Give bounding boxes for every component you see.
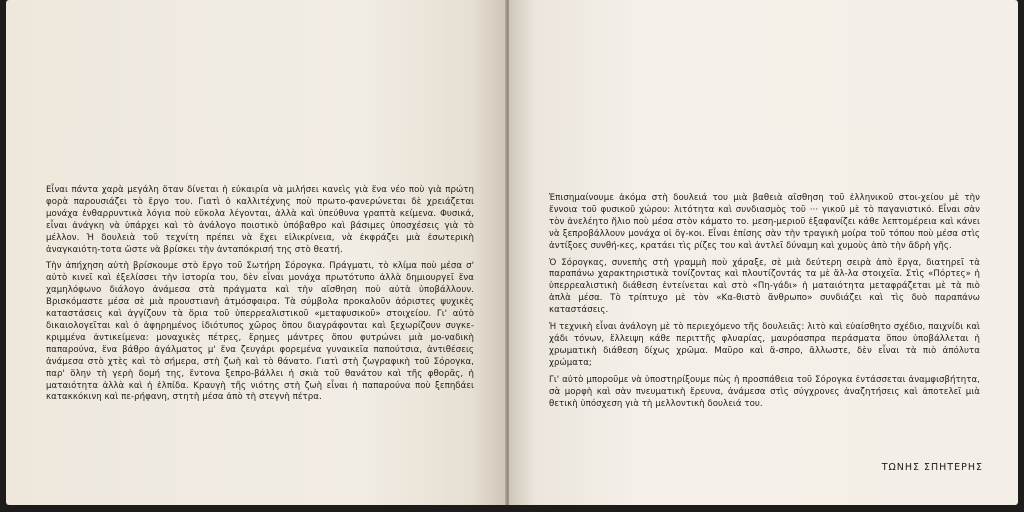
right-paragraph-2: Ὁ Σόρογκας, συνεπὴς στὴ γραμμὴ ποὺ χάραξε, σὲ μιὰ δεύτερη σειρὰ ἀπὸ ἔργα, διατηρεῖ τὰ παραπάνω χαρακτηριστικὰ τονίζοντας καὶ πλουτίζοντάς τα μὲ ἄλ-λα στοιχεῖα. Στὶς «Πόρτες» ἡ ὑπερρεαλιστικὴ διάθεση ἐντείνεται καὶ στὸ «Πη-γάδι» ἡ ματαιότητα μεταφράζεται μὲ τὰ πιὸ ἁπλὰ μέσα. Τὸ τρίπτυχο μὲ τὸν «Κα-θιστὸ ἄνθρωπο» συνδιάζει καὶ τὶς δυὸ παραπάνω καταστάσεις.: [549, 257, 980, 316]
left-paragraph-1: Εἶναι πάντα χαρὰ μεγάλη ὅταν δίνεται ἡ εὐκαιρία νὰ μιλήσει κανεὶς γιὰ ἕνα νέο ποὺ γιὰ πρώτη φορὰ παρουσιάζει τὸ ἔργο του. Γιατὶ ὁ καλλιτέχνης ποὺ πρωτο-φανερώνεται δὲ χρειάζεται μονάχα ἐνθαρρυντικὰ λόγια ποὺ εὔκολα λέγονται, ἀλλὰ καὶ ὑπεύθυνα γραπτὰ κείμενα. Φυσικά, εἶναι ἀνάγκη νὰ ὑπάρχει καὶ τὸ ἀνάλογο ποιοτικὸ ὑπόβαθρο καὶ βάσιμες ὑποσχέσεις γιὰ τὸ μέλλον. Ἡ δουλειὰ τοῦ τεχνίτη πρέπει νὰ ἔχει εἰλικρίνεια, νὰ ἐκφράζει μιὰ ἐσωτερικὴ ἀναγκαιότη-τοτα ὥστε νὰ βρίσκει τὴν ἀνταπόκρισή της στὸ θεατή.: [46, 185, 474, 255]
right-paragraph-4: Γι' αὐτὸ μποροῦμε νὰ ὑποστηρίξουμε πὼς ἡ προσπάθεια τοῦ Σόρογκα ἐντάσσεται ἀναμφισβήτητα, σὰ μορφὴ καὶ σὰν πνευματικὴ ἔρευνα, ἀνάμεσα στὶς σύγχρονες ἀναζητήσεις καὶ ἀποτελεῖ μιὰ θετικὴ ὑπόσχεση γιὰ τὴ μελλοντικὴ δουλειά του.: [549, 374, 980, 409]
right-page-text: [549, 193, 980, 415]
right-paragraph-1: Ἐπισημαίνουμε ἀκόμα στὴ δουλειά του μιὰ βαθειὰ αἴσθηση τοῦ ἑλληνικοῦ στοι-χείου μὲ τὴν ἔννοια τοῦ φυσικοῦ χώρου: λιτότητα καὶ συνδιασμὸς τοῦ ··· γικοῦ μὲ τὸ παγανιστικό. Εἶναι σὰν τὸν ἀνελέητο ἥλιο ποὺ μέσα στὸν κάματο το. μεση-μεριοῦ ἐξαφανίζει κάθε λεπτομέρεια καὶ κάνει νὰ ξεπροβάλλουν μονάχα οἱ ὄγ-κοι. Εἶναι ἐπίσης σὰν τὴν τραγικὴ μοίρα τοῦ τόπου ποὺ μέσα στὶς ἀντίξοες συνθή-κες, κρατάει τὶς ρίζες του καὶ ἀντλεῖ δύναμη καὶ χυμοὺς ἀπὸ τὴν ἄδρὴ γῆς.: [549, 193, 980, 251]
left-page-text: [46, 185, 474, 409]
left-paragraph-2: Τὴν ἀπήχηση αὐτὴ βρίσκουμε στὸ ἔργο τοῦ Σωτήρη Σόρογκα. Πράγματι, τὸ κλίμα ποὺ μέσα σ' αὐτὸ κινεῖ καὶ ἐξελίσσει τὴν ἱστορία του, δὲν εἶναι μονάχα πρωτότυπο ἀλλὰ δημιουργεῖ ἕνα χαμηλόφωνο διάλογο ἀνάμεσα στὰ πράγματα καὶ τὴν αἴσθηση ποὺ αὐτὰ ὑποβάλλουν. Βρισκόμαστε μέσα σὲ μιὰ προυστιανὴ ἀτμόσφαιρα. Τὰ σύμβολα προκαλοῦν ἀόριστες ψυχικὲς καταστάσεις καὶ ἀγγίζουν τὰ ὅρια τοῦ ὑπερρεαλιστικοῦ «μεταφυσικοῦ» στοιχείου. Γι' αὐτὸ δικαιολογεῖται καὶ ὁ ἀφηρημένος ἰδιότυπος χῶρος ὅπου διαγράφονται καὶ ξεχωρίζουν συγκε-κριμμένα ἀντικείμενα: μοναχικὲς πέτρες, ἔρημες μάντρες ὅπου φυτρώνει μιὰ μο-ναδικὴ παπαρούνα, ἕνα βάθρο ἀγάλματος μ' ἕνα ζευγάρι φορεμένα γυναικεῖα παπούτσια, ἀντιθέσεις ἀνάμεσα στὸ χτὲς καὶ τὸ σήμερα, στὴ ζωὴ καὶ τὸ θάνατο. Γιατὶ στὴ ζωγραφικὴ τοῦ Σόρογκα, παρ' ὅλην τὴ γερὴ δομή της, ἔντονα ξεπρο-βάλλει ἡ σκιὰ τοῦ θανάτου καὶ τῆς φθορᾶς, ἡ ματαιότητα ἀλλὰ καὶ ἡ ἐλπίδα. Κραυγὴ τῆς νιότης στὴ ζωὴ εἶναι ἡ παπαρούνα ποὺ ξεπηδάει κατακκόκινη καὶ πε-ρήφανη, στητὴ μέσα ἀπὸ τὴ στεγνὴ πέτρα.: [46, 261, 474, 403]
right-page: [509, 0, 1018, 505]
left-page: [6, 0, 506, 505]
right-paragraph-3: Ἡ τεχνικὴ εἶναι ἀνάλογη μὲ τὸ περιεχόμενο τῆς δουλειᾶς: λιτὸ καὶ εὐαίσθητο σχέδιο, παιχνίδι καὶ χάδι τόνων, ἔλλειψη κάθε περιττῆς φλυαρίας, μαυρόασπρα περάσματα ὅπου ὑποβάλλεται ἡ χρωματικὴ διάθεση δίχως χρῶμα. Μαῦρο καὶ ἄ-σπρο, ἄλλωστε, δὲν εἶναι τὰ πιὸ ἀπόλυτα χρώματα;: [549, 322, 980, 368]
author-signature: ΤΩΝΗΣ ΣΠΗΤΕΡΗΣ: [881, 462, 983, 473]
